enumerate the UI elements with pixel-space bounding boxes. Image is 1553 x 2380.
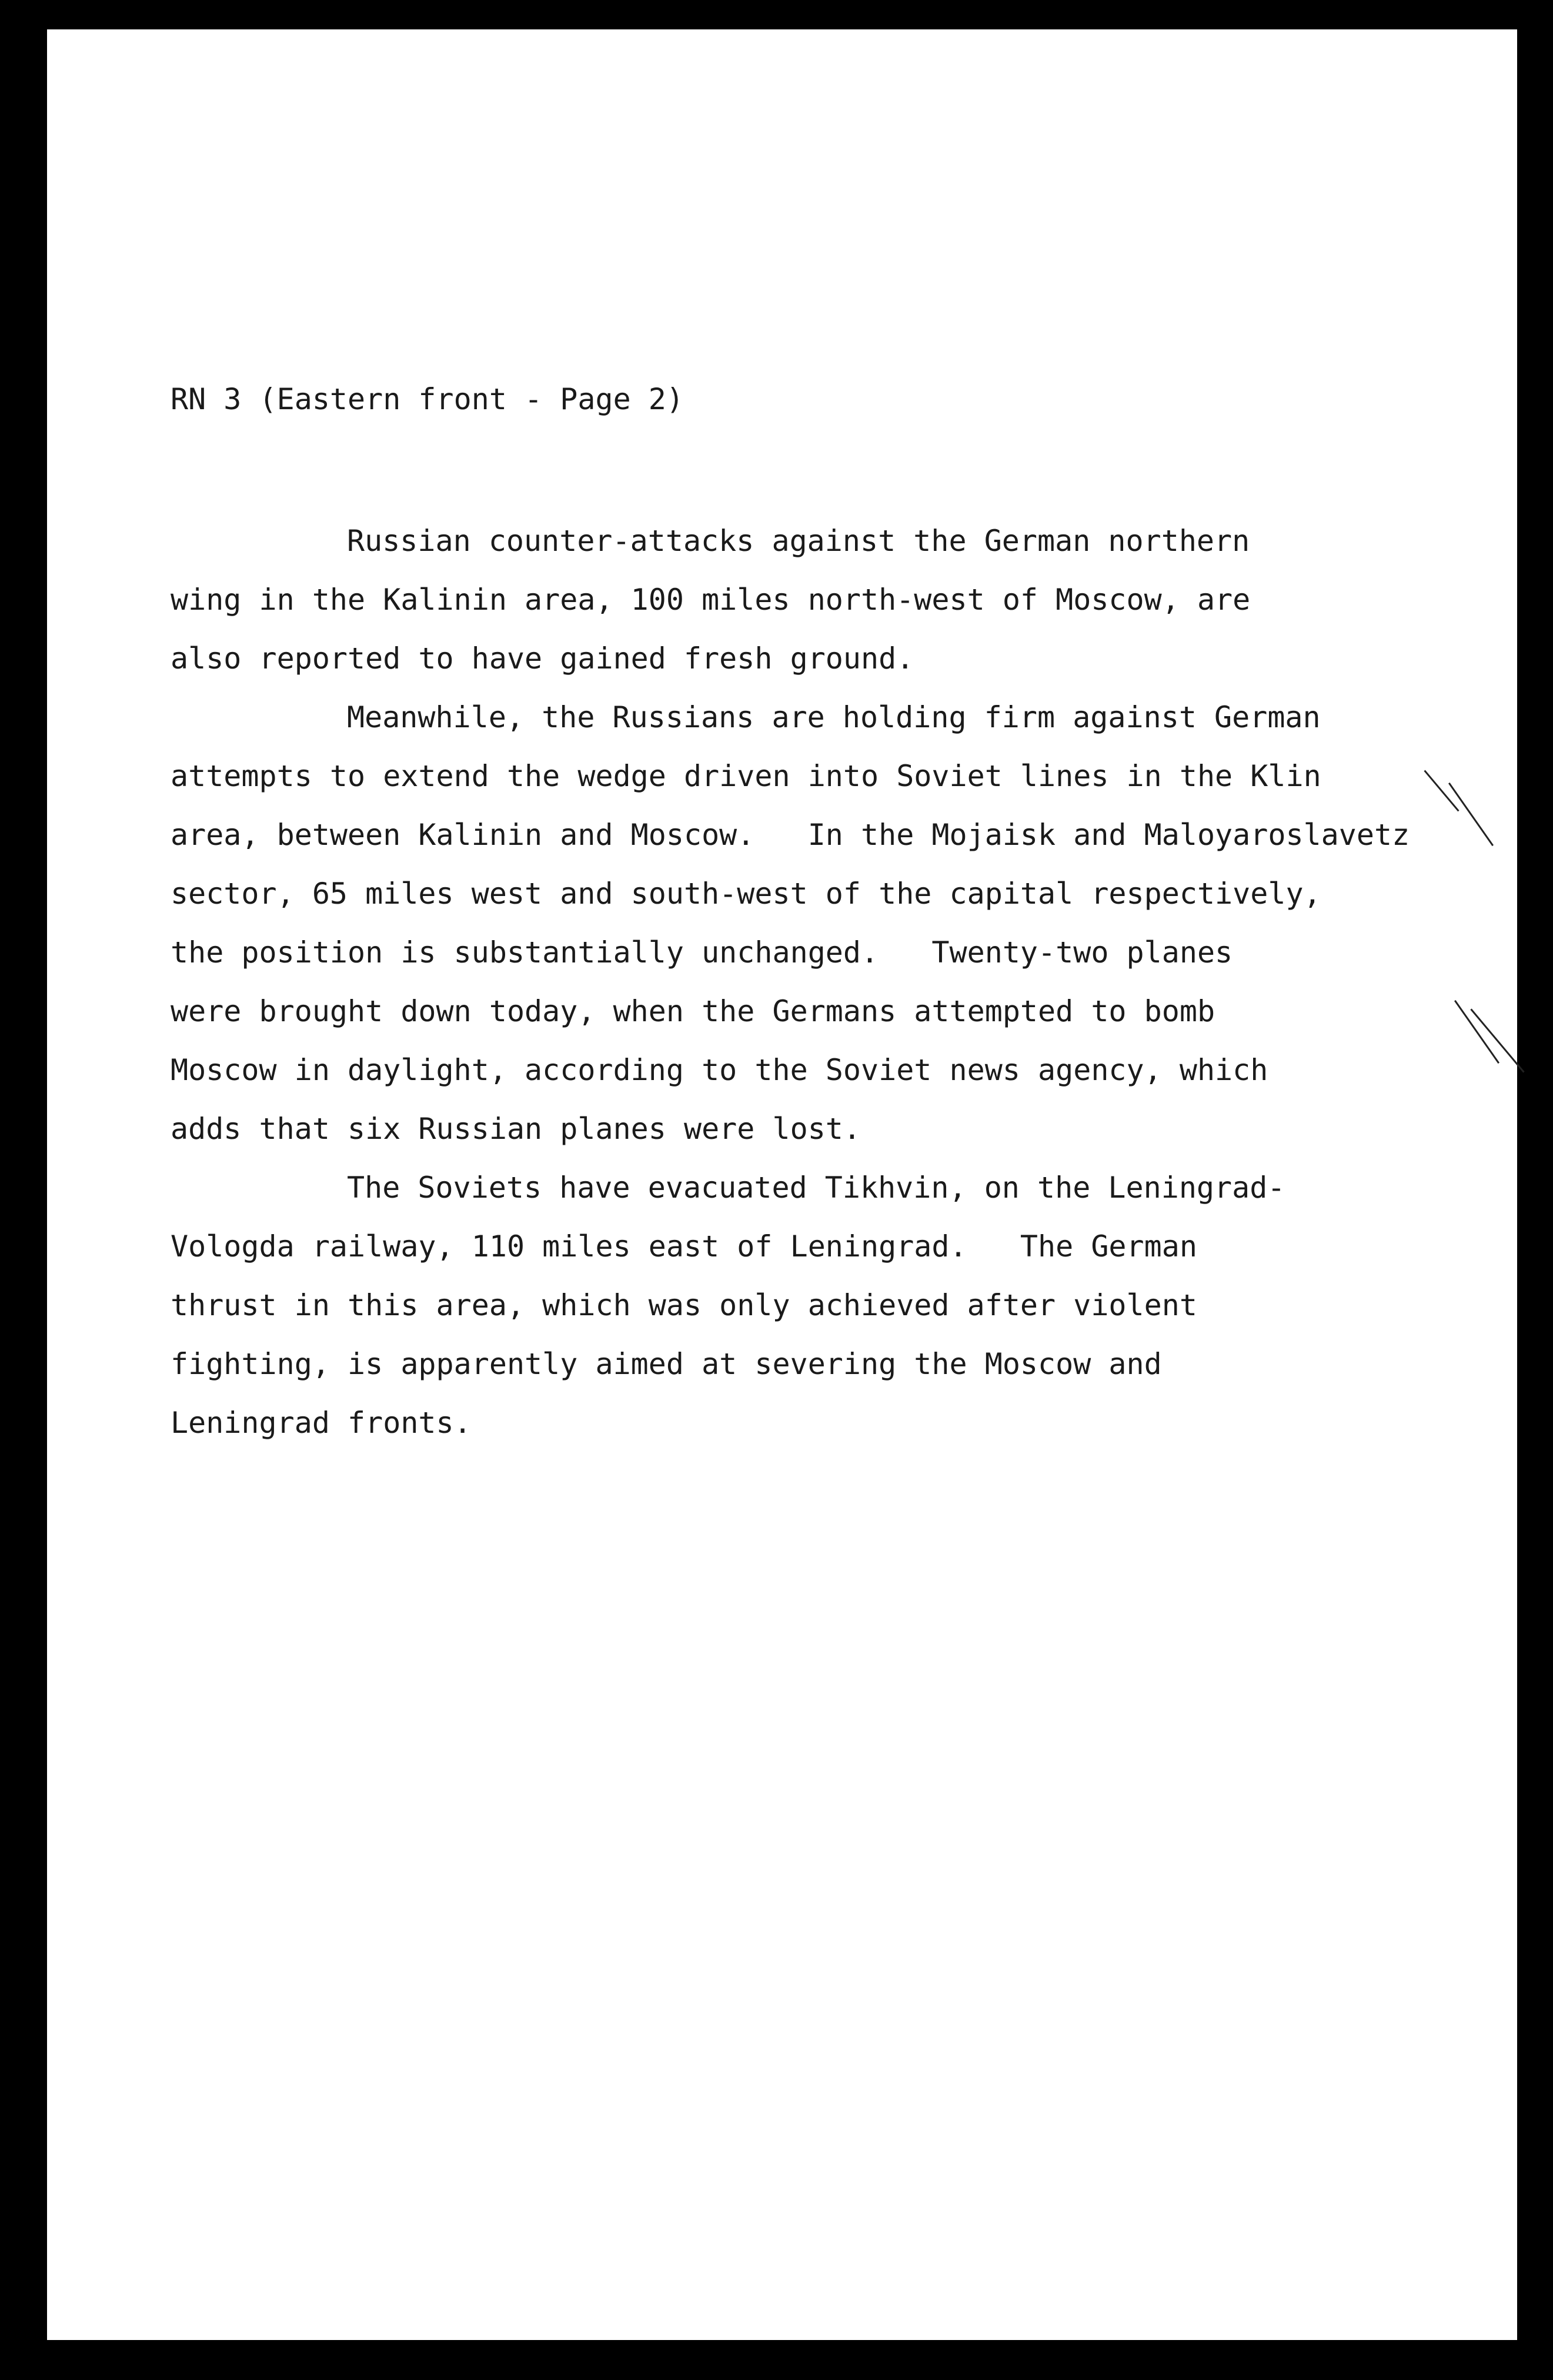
text-line: Meanwhile, the Russians are holding firm against German [347, 700, 1321, 734]
text-line: Vologda railway, 110 miles east of Leningrad. The German [171, 1229, 1197, 1263]
text-line: Leningrad fronts. [171, 1406, 472, 1440]
text-line: Russian counter-attacks against the German northern [347, 524, 1250, 558]
text-line: area, between Kalinin and Moscow. In the Mojaisk and Maloyaroslavetz [171, 818, 1410, 852]
text-line: adds that six Russian planes were lost. [171, 1112, 861, 1146]
text-line: The Soviets have evacuated Tikhvin, on the Leningrad- [347, 1171, 1285, 1205]
paragraph-1 [171, 512, 1499, 688]
text-line: the position is substantially unchanged. Twenty-two planes [171, 935, 1233, 970]
text-line: attempts to extend the wedge driven into Soviet lines in the Klin [171, 759, 1321, 793]
text-line: thrust in this area, which was only achieved after violent [171, 1288, 1197, 1322]
text-line: fighting, is apparently aimed at severing the Moscow and [171, 1347, 1162, 1381]
text-line: were brought down today, when the Germans attempted to bomb [171, 994, 1215, 1028]
text-line: Moscow in daylight, according to the Soviet news agency, which [171, 1053, 1268, 1087]
text-line: sector, 65 miles west and south-west of the capital respectively, [171, 877, 1321, 911]
document-body [171, 512, 1499, 1452]
page-header: RN 3 (Eastern front - Page 2) [171, 382, 684, 416]
paragraph-2 [171, 688, 1499, 1158]
paragraph-3 [171, 1158, 1499, 1452]
text-line: also reported to have gained fresh ground. [171, 641, 914, 676]
text-line: wing in the Kalinin area, 100 miles north-west of Moscow, are [171, 583, 1251, 617]
